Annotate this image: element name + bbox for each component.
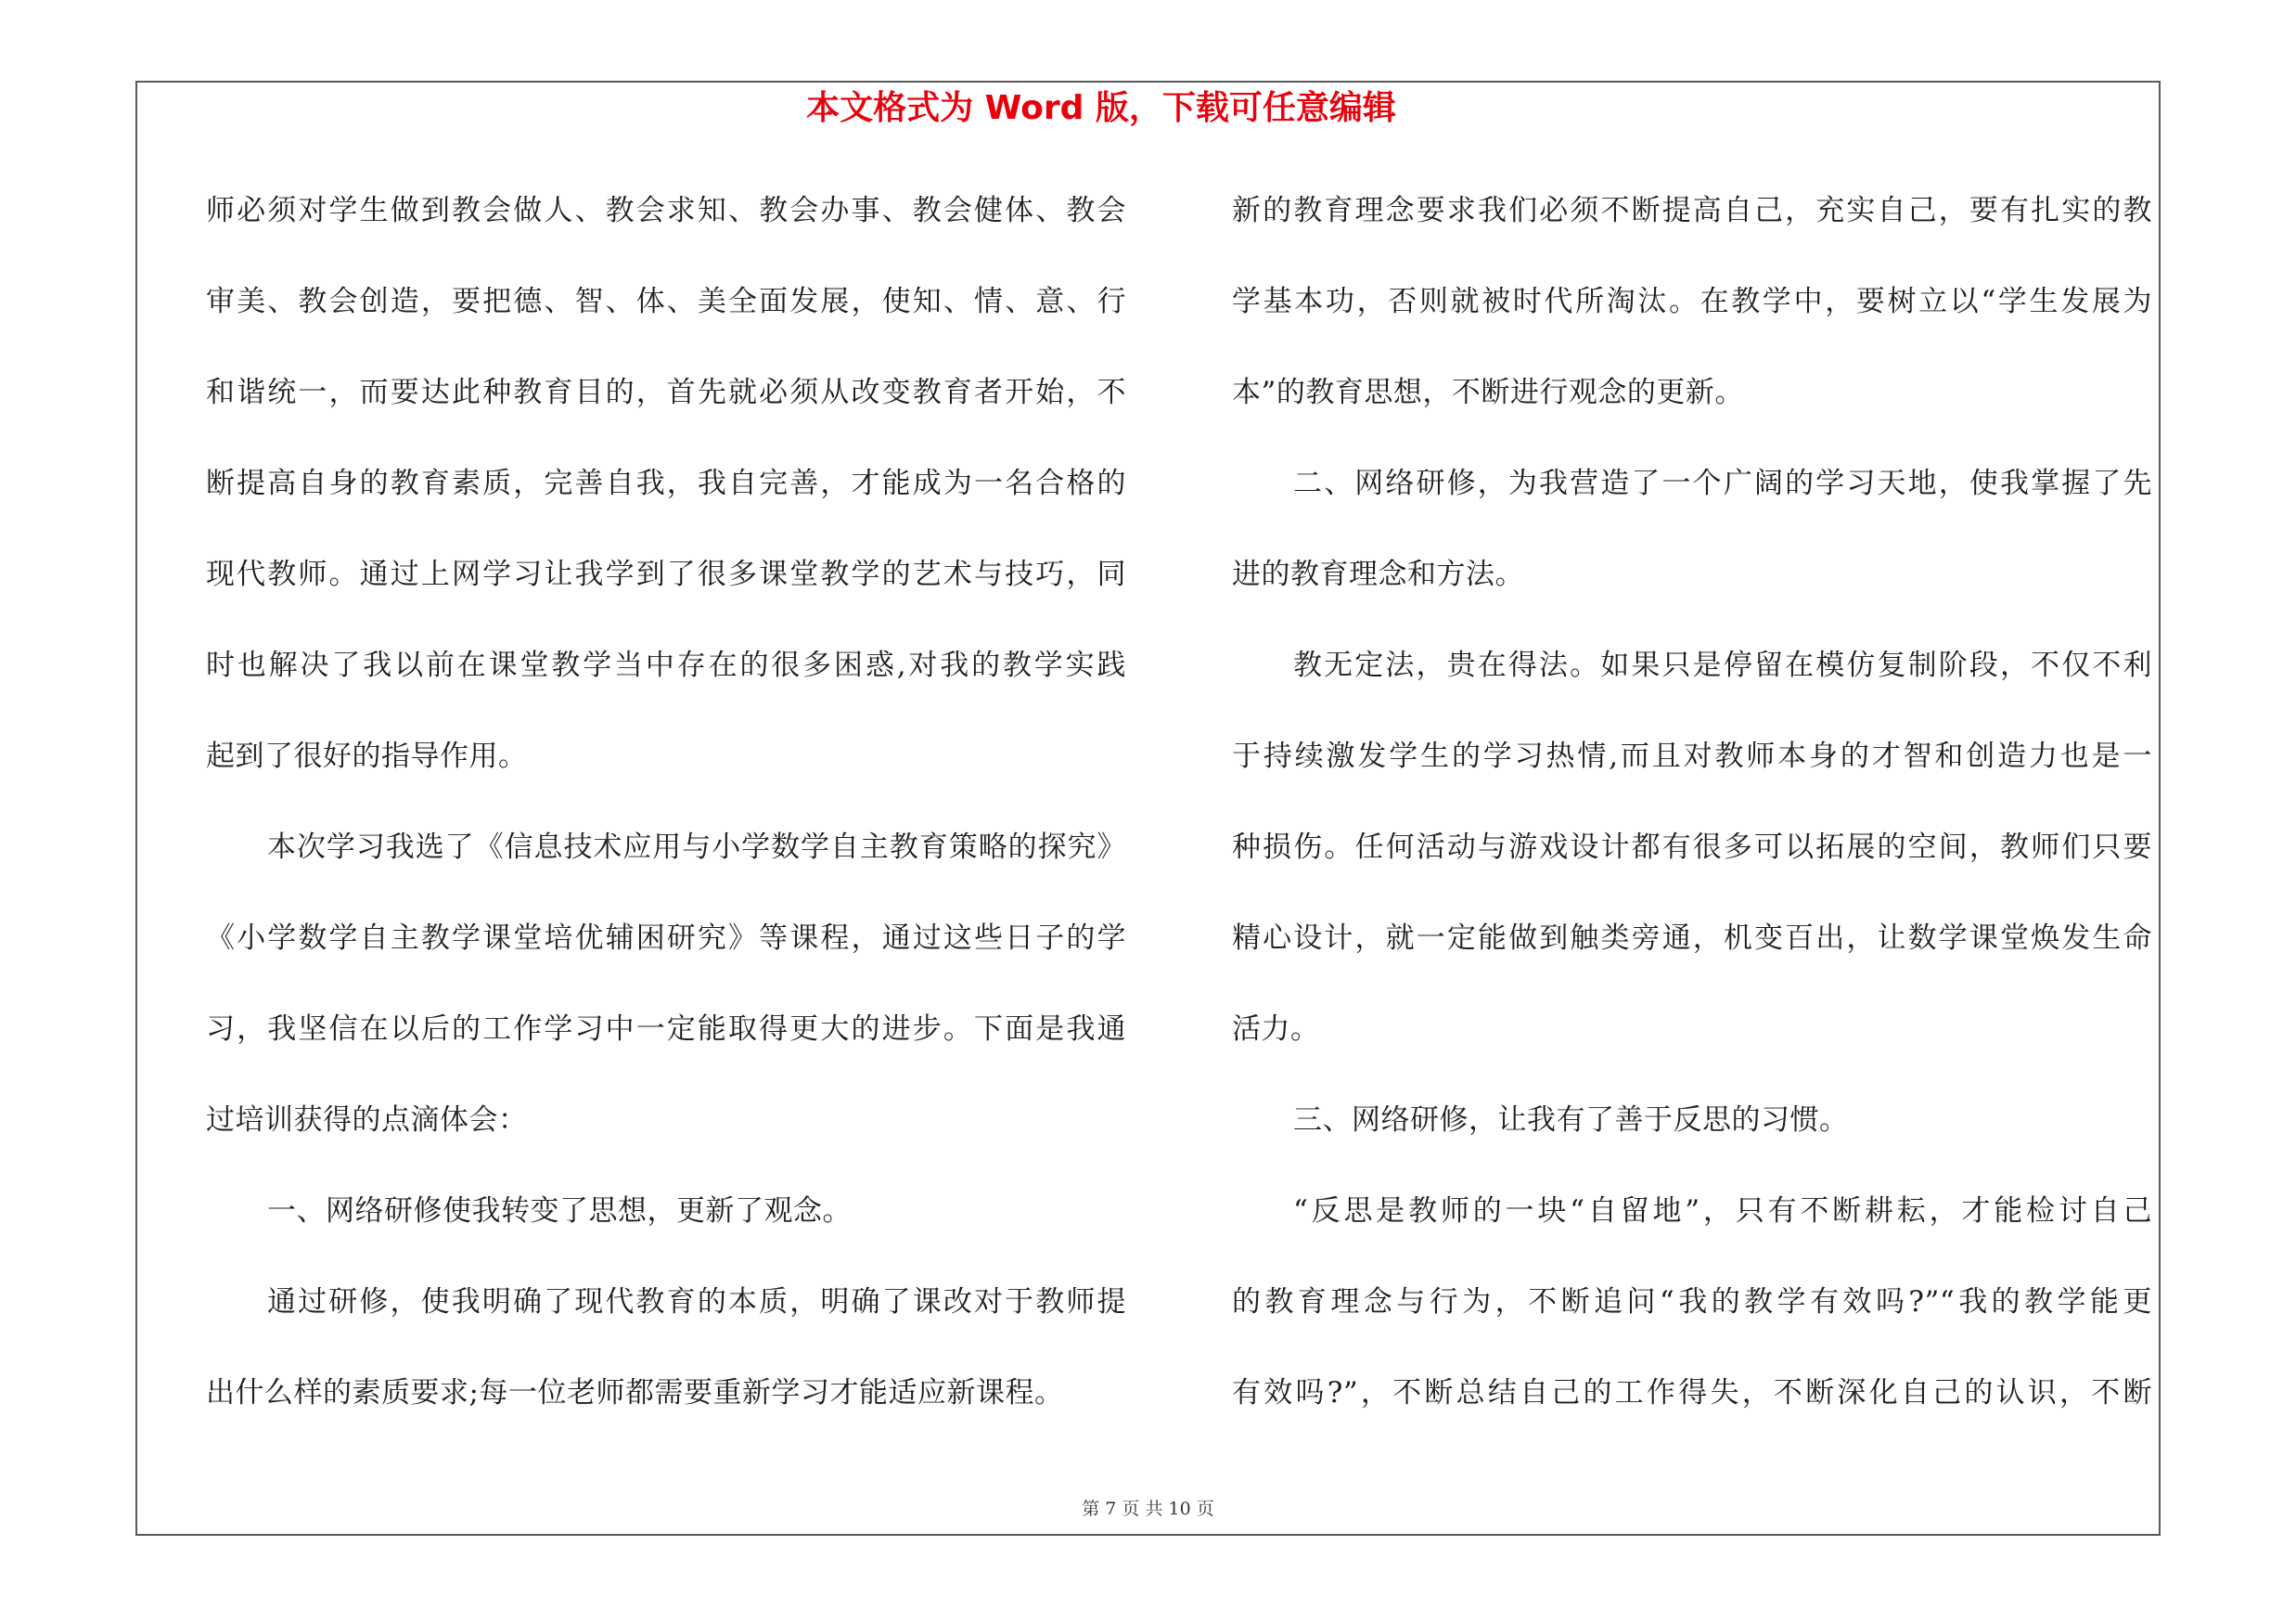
- text-line: 过培训获得的点滴体会：: [206, 1103, 528, 1137]
- text-line: 起到了很好的指导作用。: [206, 740, 528, 773]
- text-line: 断提高自身的教育素质，完善自我，我自完善，才能成为一名合格的: [206, 467, 1126, 500]
- text-line: “反思是教师的一块“自留地”，只有不断耕耘，才能检讨自己: [1293, 1194, 2152, 1228]
- paragraph: [1232, 165, 2152, 438]
- section-heading: [1232, 438, 2152, 620]
- text-line: 教无定法，贵在得法。如果只是停留在模仿复制阶段，不仅不利: [1293, 649, 2152, 682]
- text-line: 本”的教育思想，不断进行观念的更新。: [1232, 376, 1744, 409]
- right-column: [1232, 165, 2152, 1438]
- text-line: 现代教师。通过上网学习让我学到了很多课堂教学的艺术与技巧，同: [206, 558, 1126, 591]
- text-line: 活力。: [1232, 1012, 1320, 1046]
- text-line: 于持续激发学生的学习热情,而且对教师本身的才智和创造力也是一: [1232, 740, 2152, 773]
- text-line: 的教育理念与行为，不断追问“我的教学有效吗?”“我的教学能更: [1232, 1285, 2152, 1319]
- left-column: [206, 165, 1126, 1438]
- paragraph: [206, 802, 1126, 1166]
- paragraph: [1232, 1166, 2152, 1438]
- text-line: 精心设计，就一定能做到触类旁通，机变百出，让数学课堂焕发生命: [1232, 921, 2152, 955]
- text-line: 出什么样的素质要求;每一位老师都需要重新学习才能适应新课程。: [206, 1376, 1064, 1410]
- text-line: 习，我坚信在以后的工作学习中一定能取得更大的进步。下面是我通: [206, 1012, 1126, 1046]
- text-line: 三、网络研修，让我有了善于反思的习惯。: [1293, 1103, 1849, 1137]
- text-line: 师必须对学生做到教会做人、教会求知、教会办事、教会健体、教会: [206, 194, 1126, 227]
- text-line: 新的教育理念要求我们必须不断提高自己，充实自己，要有扎实的教: [1232, 194, 2152, 227]
- page-number: 第 7 页 共 10 页: [1082, 1499, 1214, 1519]
- text-line: 进的教育理念和方法。: [1232, 558, 1524, 591]
- paragraph: [206, 1256, 1126, 1438]
- text-line: 一、网络研修使我转变了思想，更新了观念。: [267, 1194, 852, 1228]
- text-line: 二、网络研修，为我营造了一个广阔的学习天地，使我掌握了先: [1293, 467, 2152, 500]
- text-line: 通过研修，使我明确了现代教育的本质，明确了课改对于教师提: [267, 1285, 1126, 1319]
- text-line: 和谐统一，而要达此种教育目的，首先就必须从改变教育者开始，不: [206, 376, 1126, 409]
- text-line: 审美、教会创造，要把德、智、体、美全面发展，使知、情、意、行: [206, 285, 1126, 318]
- text-line: 学基本功，否则就被时代所淘汰。在教学中，要树立以“学生发展为: [1232, 285, 2152, 318]
- text-line: 有效吗?”，不断总结自己的工作得失，不断深化自己的认识，不断: [1232, 1376, 2152, 1410]
- text-line: 时也解决了我以前在课堂教学当中存在的很多困惑,对我的教学实践: [206, 649, 1126, 682]
- section-heading: [1232, 1075, 2152, 1166]
- text-line: 种损伤。任何活动与游戏设计都有很多可以拓展的空间，教师们只要: [1232, 831, 2152, 864]
- paragraph: [206, 165, 1126, 802]
- section-heading: [206, 1166, 1126, 1256]
- text-line: 本次学习我选了《信息技术应用与小学数学自主教育策略的探究》: [267, 831, 1126, 864]
- paragraph: [1232, 620, 2152, 1075]
- text-line: 《小学数学自主教学课堂培优辅困研究》等课程，通过这些日子的学: [206, 921, 1126, 955]
- word-format-banner: 本文格式为 Word 版，下载可任意编辑: [806, 89, 1396, 127]
